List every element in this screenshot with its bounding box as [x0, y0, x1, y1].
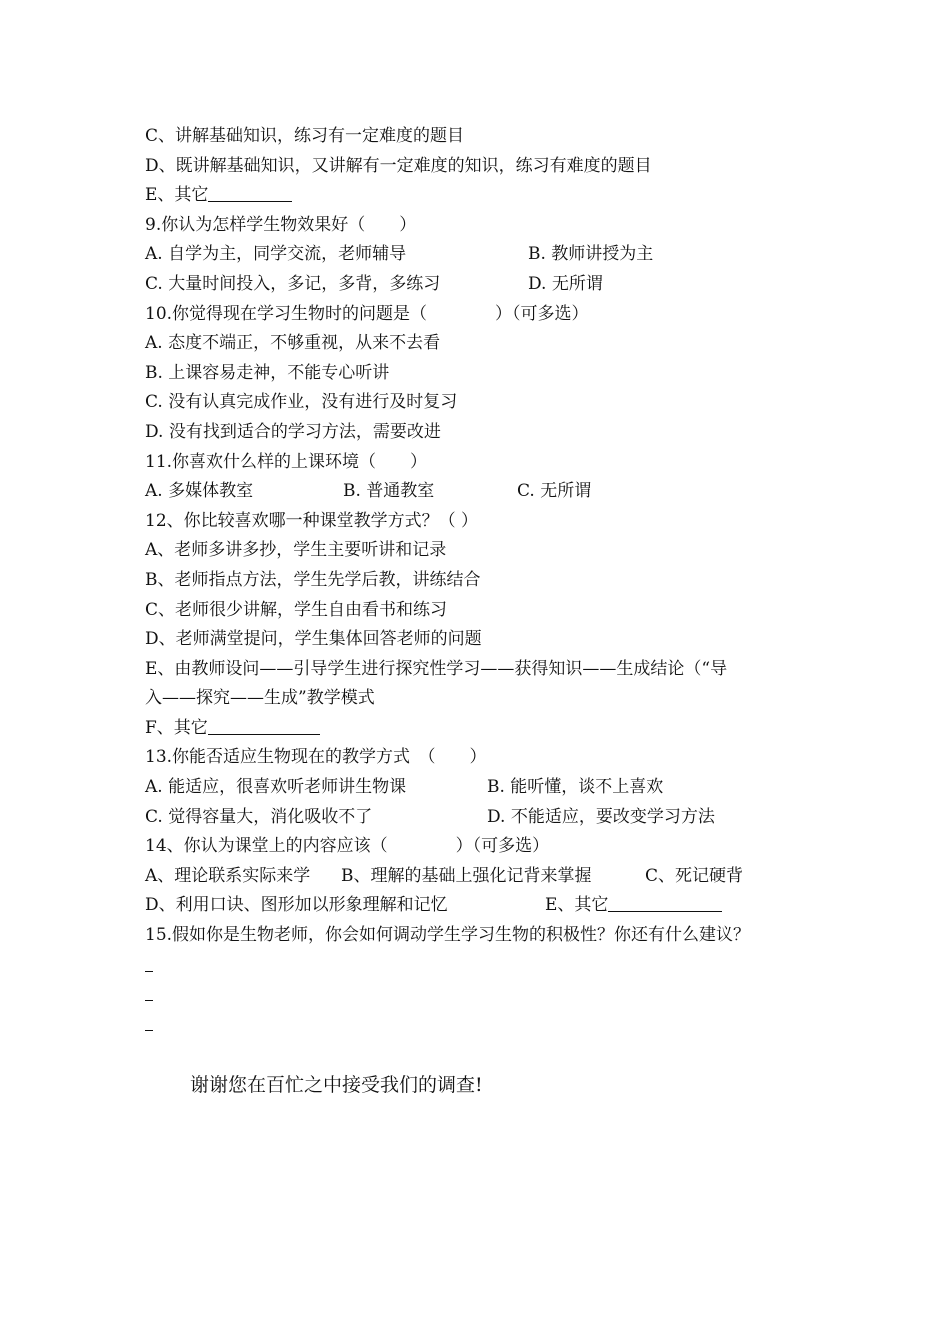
q14-option-e-wrap	[545, 891, 722, 921]
q14-option-c: C、死记硬背	[645, 865, 744, 886]
q12-option-f: F、其它	[145, 717, 208, 738]
option-line	[145, 329, 835, 359]
q11-option-b: B. 普通教室	[343, 481, 435, 502]
question-line	[145, 507, 835, 537]
option-line	[145, 803, 835, 833]
option-line	[145, 714, 835, 744]
q10-question: 10.你觉得现在学习生物时的问题是（ ）（可多选）	[145, 303, 589, 324]
q12-question: 12、你比较喜欢哪一种课堂教学方式？（ ）	[145, 510, 479, 531]
q13-option-b: B. 能听懂，谈不上喜欢	[487, 777, 664, 798]
fill-in-blank[interactable]	[608, 893, 722, 912]
q11-question: 11.你喜欢什么样的上课环境（ ）	[145, 451, 428, 472]
q13-question: 13.你能否适应生物现在的教学方式 （ ）	[145, 747, 487, 768]
q12-option-e-line2: 入——探究——生成”教学模式	[145, 688, 375, 709]
q8-option-c: C、讲解基础知识，练习有一定难度的题目	[145, 126, 465, 146]
option-line	[145, 536, 835, 566]
option-line	[145, 181, 835, 211]
option-line	[145, 240, 835, 270]
fill-in-blank[interactable]	[208, 183, 292, 202]
option-line	[145, 359, 835, 389]
q8-option-d: D、既讲解基础知识，又讲解有一定难度的知识，练习有难度的题目	[145, 155, 652, 176]
q13-option-c: C. 觉得容量大，消化吸收不了	[145, 806, 373, 827]
answer-underline	[145, 982, 153, 1001]
q12-option-b: B、老师指点方法，学生先学后教，讲练结合	[145, 569, 481, 590]
answer-line[interactable]	[145, 951, 835, 981]
q10-option-a: A. 态度不端正，不够重视，从来不去看	[145, 333, 441, 354]
q9-option-a: A. 自学为主，同学交流，老师辅导	[145, 244, 407, 265]
question-line	[145, 211, 835, 241]
q9-question: 9.你认为怎样学生物效果好（ ）	[145, 214, 417, 235]
question-line	[145, 448, 835, 478]
closing-message: 谢谢您在百忙之中接受我们的调查!	[190, 1074, 483, 1096]
option-line	[145, 655, 835, 685]
q12-option-a: A、老师多讲多抄，学生主要听讲和记录	[145, 540, 447, 561]
option-line	[145, 388, 835, 418]
option-line	[145, 684, 835, 714]
option-line	[145, 418, 835, 448]
q9-option-c: C. 大量时间投入，多记，多背，多练习	[145, 273, 441, 294]
q11-option-c: C. 无所谓	[517, 481, 592, 502]
option-line	[145, 596, 835, 626]
option-line	[145, 122, 835, 152]
answer-underline	[145, 1012, 153, 1031]
q12-option-c: C、老师很少讲解，学生自由看书和练习	[145, 599, 448, 620]
answer-line[interactable]	[145, 1010, 835, 1040]
q10-option-b: B. 上课容易走神，不能专心听讲	[145, 362, 390, 383]
option-line	[145, 891, 835, 921]
fill-in-blank[interactable]	[208, 716, 320, 735]
question-line	[145, 300, 835, 330]
question-line	[145, 832, 835, 862]
option-line	[145, 152, 835, 182]
q14-option-b: B、理解的基础上强化记背来掌握	[341, 865, 592, 886]
q12-option-d: D、老师满堂提问，学生集体回答老师的问题	[145, 629, 482, 650]
q14-question: 14、你认为课堂上的内容应该（ ）（可多选）	[145, 836, 550, 857]
q11-option-a: A. 多媒体教室	[145, 481, 254, 502]
answer-underline	[145, 953, 153, 972]
q9-option-b: B. 教师讲授为主	[528, 244, 654, 265]
q9-option-d: D. 无所谓	[528, 273, 603, 294]
option-line	[145, 566, 835, 596]
q14-option-e: E、其它	[545, 895, 609, 916]
option-line	[145, 477, 835, 507]
q14-option-a: A、理论联系实际来学	[145, 865, 311, 886]
answer-line[interactable]	[145, 980, 835, 1010]
q15-question: 15.假如你是生物老师，你会如何调动学生学习生物的积极性？你还有什么建议？	[145, 925, 751, 946]
questionnaire-body	[145, 122, 835, 1039]
q14-option-d: D、利用口诀、图形加以形象理解和记忆	[145, 895, 448, 916]
q10-option-c: C. 没有认真完成作业，没有进行及时复习	[145, 392, 458, 413]
option-line	[145, 270, 835, 300]
question-line	[145, 921, 835, 951]
q13-option-a: A. 能适应，很喜欢听老师讲生物课	[145, 777, 407, 798]
q8-option-e: E、其它	[145, 185, 209, 206]
option-line	[145, 625, 835, 655]
q12-option-e-line1: E、由教师设问——引导学生进行探究性学习——获得知识——生成结论（“导	[145, 658, 728, 679]
option-line	[145, 862, 835, 892]
question-line	[145, 743, 835, 773]
q10-option-d: D. 没有找到适合的学习方法，需要改进	[145, 421, 441, 442]
q13-option-d: D. 不能适应，要改变学习方法	[487, 806, 715, 827]
option-line	[145, 773, 835, 803]
